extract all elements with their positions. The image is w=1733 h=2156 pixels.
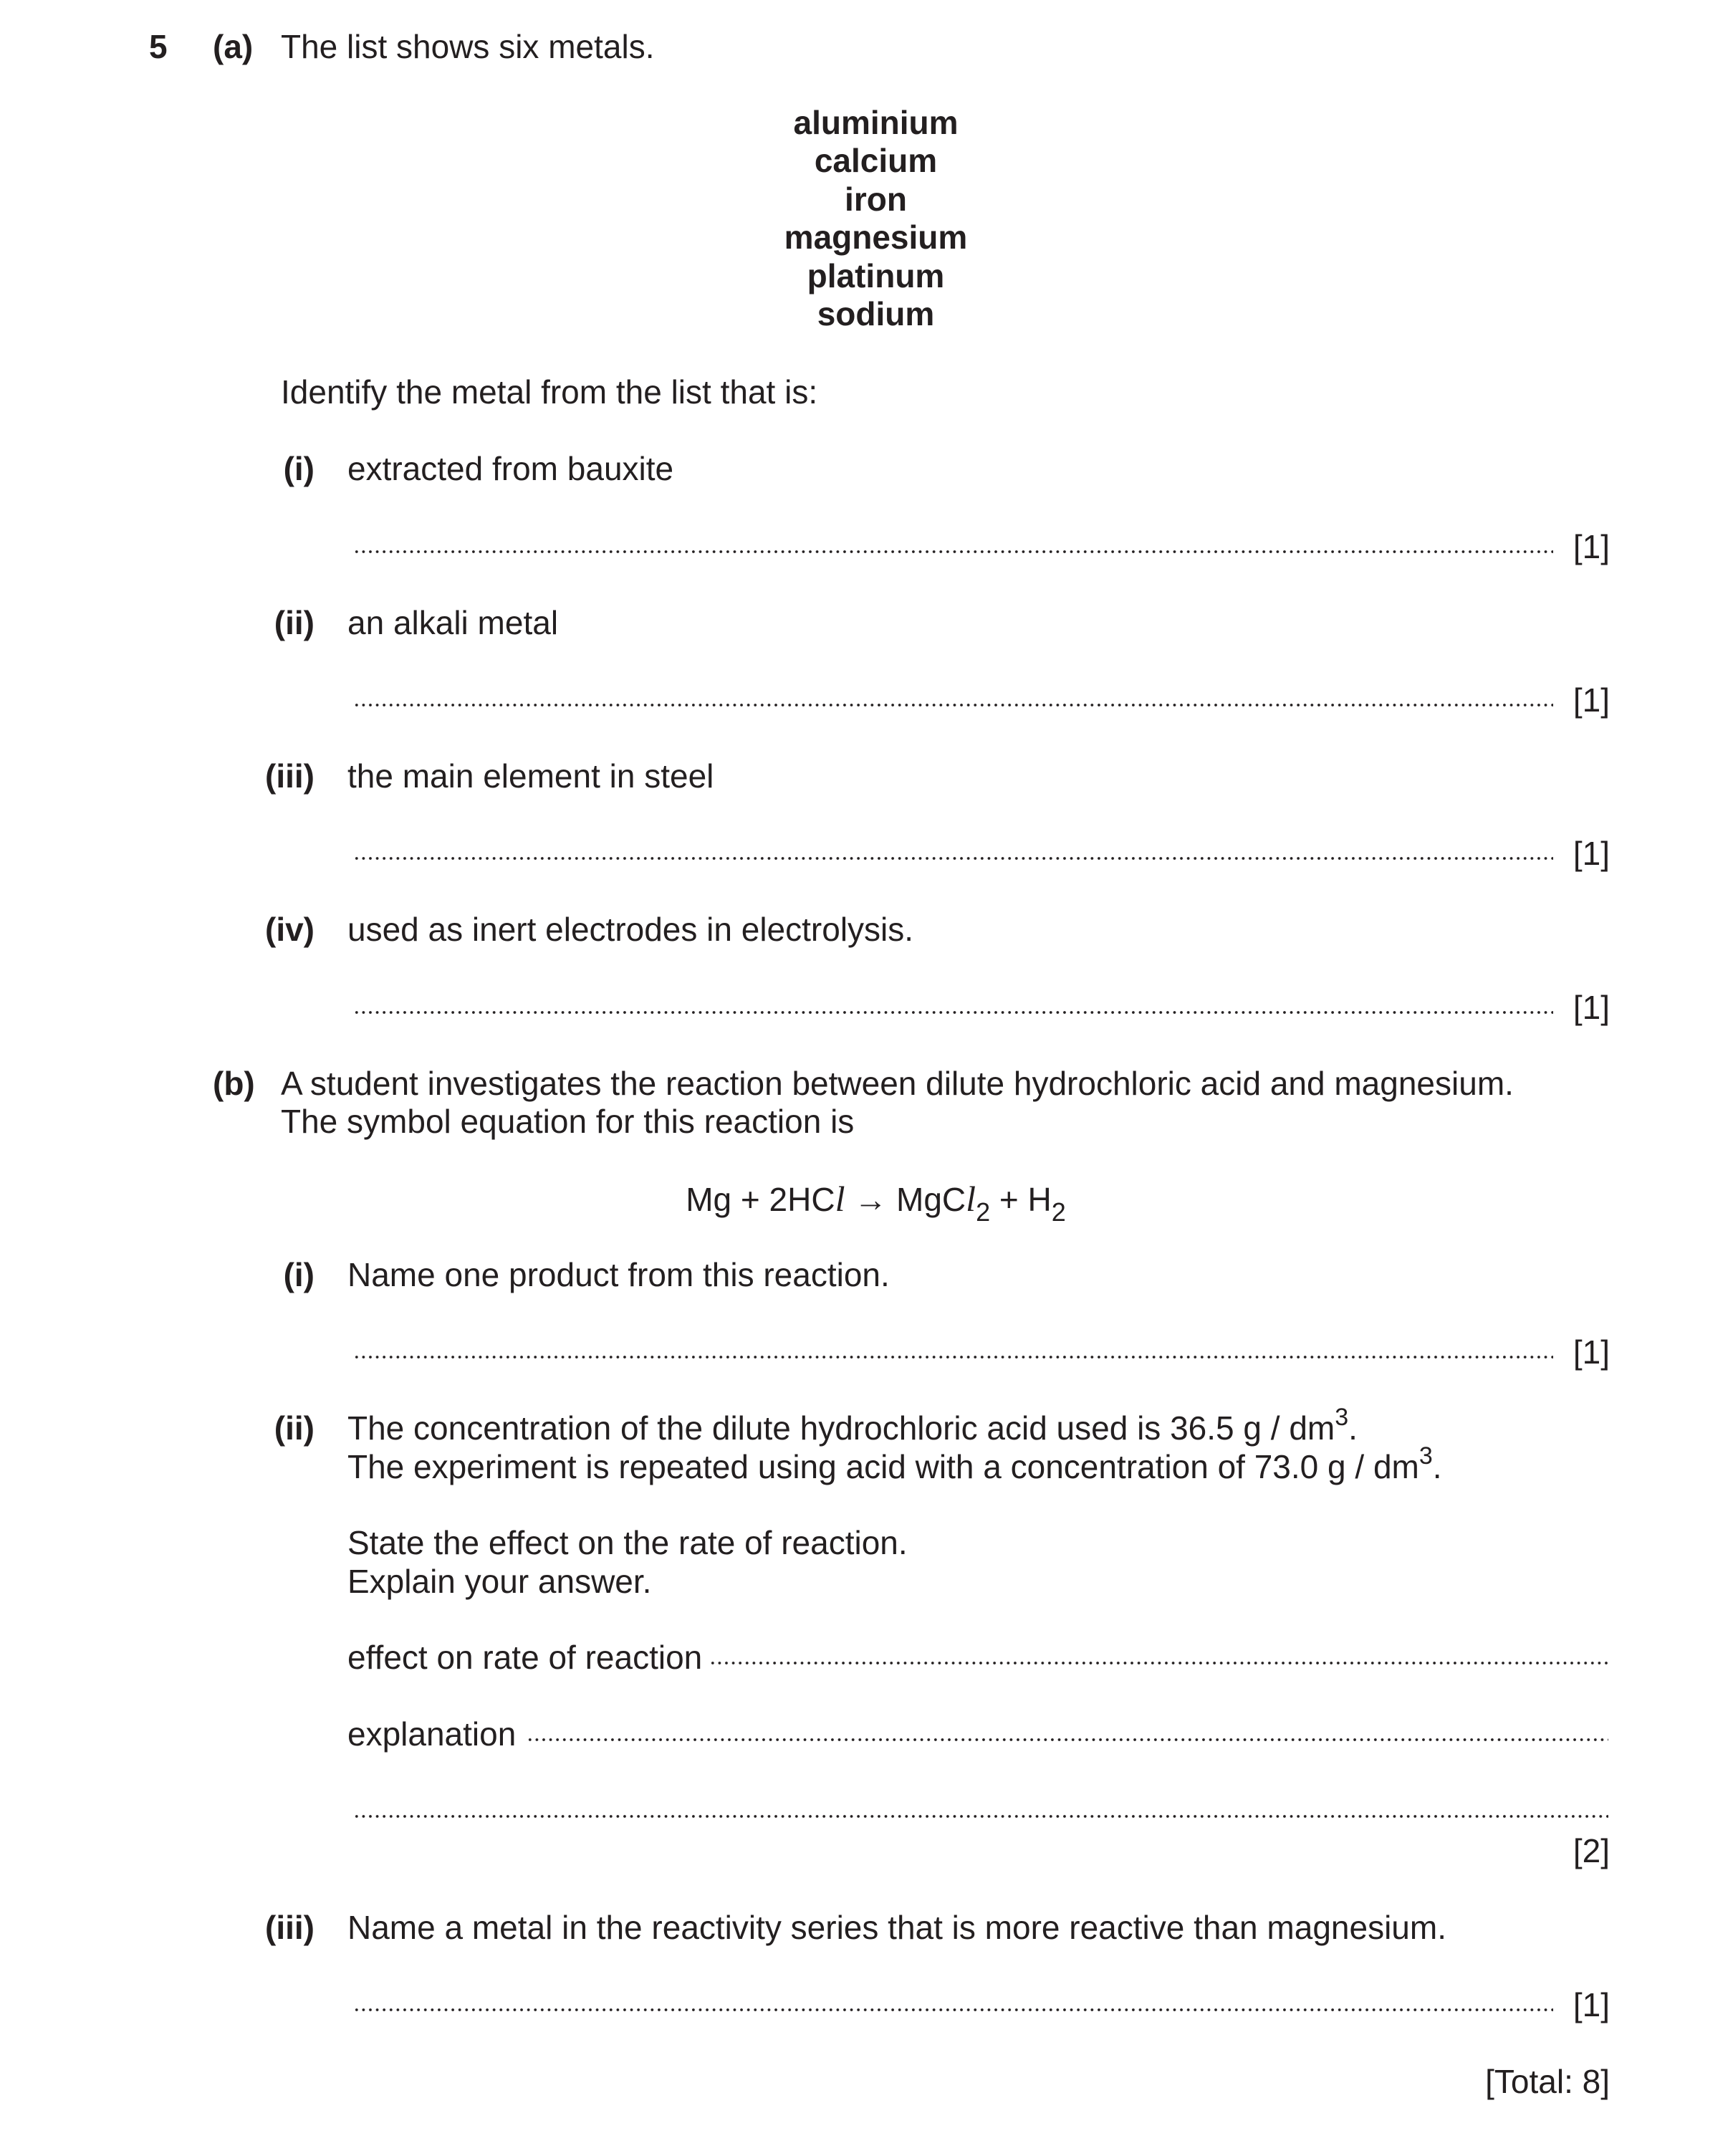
mark-allocation: [1] — [1573, 1333, 1610, 1371]
mark-allocation: [1] — [1573, 989, 1610, 1026]
superscript: 3 — [1335, 1404, 1349, 1431]
item-label: (iv) — [265, 911, 315, 948]
total-marks: [Total: 8] — [1485, 2063, 1610, 2100]
item-question: extracted from bauxite — [347, 450, 674, 487]
mark-allocation: [1] — [1573, 528, 1610, 565]
answer-line[interactable] — [353, 550, 1553, 554]
metal-item: iron — [845, 181, 907, 218]
part-a-label: (a) — [213, 28, 254, 65]
question-number: 5 — [149, 28, 168, 65]
effect-label: effect on rate of reaction — [347, 1639, 703, 1676]
item-label: (ii) — [274, 1409, 315, 1447]
equation-subscript: 2 — [1051, 1197, 1066, 1227]
metal-item: platinum — [807, 257, 945, 294]
mark-allocation: [2] — [1573, 1832, 1610, 1869]
answer-line[interactable] — [353, 2008, 1553, 2012]
concentration-line2: The experiment is repeated using acid with a concentration of 73.0 g / $dm^3$. — [347, 1442, 1442, 1485]
effect-answer-line[interactable] — [709, 1661, 1608, 1665]
concentration-line1: The concentration of the dilute hydrochloric acid used is 36.5 g / $dm^3$. — [347, 1404, 1358, 1447]
item-question: an alkali metal — [347, 604, 559, 641]
metal-item: sodium — [817, 295, 935, 332]
explanation-answer-line-2[interactable] — [353, 1814, 1608, 1819]
part-b-intro-line2: The symbol equation for this reaction is — [281, 1103, 855, 1140]
item-label: (ii) — [274, 604, 315, 641]
equation-hydrogen: + H — [990, 1181, 1052, 1218]
item-label: (iii) — [265, 757, 315, 795]
item-question: Name a metal in the reactivity series that is more reactive than magnesium. — [347, 1909, 1446, 1946]
equation-reactants: Mg + 2HC — [686, 1181, 835, 1218]
part-a-intro: The list shows six metals. — [281, 28, 655, 65]
equation-subscript: 2 — [976, 1197, 991, 1227]
answer-line[interactable] — [353, 1010, 1553, 1015]
mark-allocation: [1] — [1573, 1986, 1610, 2023]
explanation-answer-line[interactable] — [527, 1738, 1608, 1742]
metal-item: magnesium — [784, 219, 968, 256]
item-question: used as inert electrodes in electrolysis. — [347, 911, 914, 948]
mark-allocation: [1] — [1573, 835, 1610, 872]
metal-item: aluminium — [793, 104, 959, 141]
answer-line[interactable] — [353, 703, 1553, 707]
explanation-label: explanation — [347, 1715, 517, 1753]
item-label: (iii) — [265, 1909, 315, 1946]
answer-line[interactable] — [353, 1355, 1553, 1359]
item-question: Name one product from this reaction. — [347, 1256, 890, 1293]
instruction-explain: Explain your answer. — [347, 1563, 652, 1600]
part-b-intro-line1: A student investigates the reaction between dilute hydrochloric acid and magnesium. — [281, 1065, 1514, 1102]
metal-item: calcium — [814, 142, 938, 179]
mark-allocation: [1] — [1573, 681, 1610, 719]
item-label: (i) — [283, 450, 315, 487]
instruction-state: State the effect on the rate of reaction. — [347, 1524, 908, 1561]
equation-arrow: → MgC — [845, 1181, 966, 1218]
equation-italic-l: l — [835, 1179, 845, 1219]
equation-italic-l: l — [966, 1179, 976, 1219]
part-a-instruction: Identify the metal from the list that is: — [281, 373, 818, 411]
answer-line[interactable] — [353, 856, 1553, 861]
item-question: the main element in steel — [347, 757, 714, 795]
part-b-label: (b) — [213, 1065, 255, 1102]
symbol-equation — [0, 1179, 1733, 1227]
item-label: (i) — [283, 1256, 315, 1293]
superscript: 3 — [1418, 1442, 1433, 1470]
